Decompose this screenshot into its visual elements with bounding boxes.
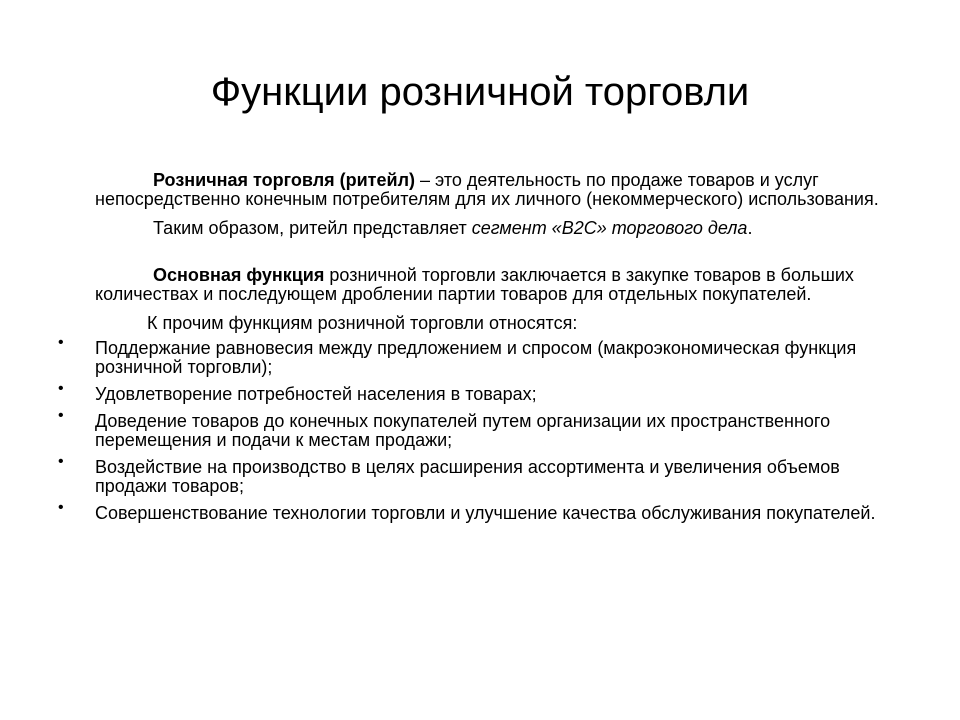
list-item — [58, 453, 905, 496]
slide-title: Функции розничной торговли — [210, 70, 750, 114]
b2c-text: Таким образом, ритейл представляет — [153, 218, 472, 238]
b2c-end: . — [747, 218, 753, 238]
list-item — [58, 407, 905, 450]
other-functions-intro: К прочим функциям розничной торговли относятся: — [147, 313, 578, 333]
main-function-term: Основная функция — [153, 265, 325, 285]
list-item — [58, 499, 905, 523]
bullet-icon: • — [58, 453, 64, 470]
list-item-text: Совершенствование технологии торговли и улучшение качества обслуживания покупателей. — [95, 503, 876, 523]
main-function-text: розничной торговли заключается в закупке товаров в больших количествах и последующем дроблении партии товаров для отдельных покупателей. — [95, 265, 854, 304]
list-item — [58, 334, 905, 377]
functions-list — [58, 334, 905, 523]
list-item-text: Воздействие на производство в целях расширения ассортимента и увеличения объемов продажи товаров; — [95, 457, 840, 496]
list-item-text: Доведение товаров до конечных покупателей путем организации их пространственного перемещения и подачи к местам продажи; — [95, 411, 831, 450]
main-function-paragraph — [95, 266, 905, 304]
b2c-italic: сегмент «B2C» торгового дела — [471, 218, 748, 238]
definition-paragraph — [95, 171, 905, 209]
definition-term: Розничная торговля (ритейл) — [153, 170, 416, 190]
slide-body — [58, 170, 905, 531]
definition-text: – это деятельность по продаже товаров и услуг непосредственно конечным потребителям для их личного (некоммерческого) использования. — [95, 170, 879, 209]
bullet-icon: • — [58, 334, 64, 351]
bullet-icon: • — [58, 499, 64, 516]
bullet-icon: • — [58, 380, 64, 397]
b2c-paragraph — [95, 219, 905, 238]
list-item-text: Поддержание равновесия между предложением и спросом (макроэкономическая функция розничной торговли); — [95, 338, 857, 377]
list-item — [58, 380, 905, 404]
list-item-text: Удовлетворение потребностей населения в товарах; — [95, 384, 537, 404]
bullet-icon: • — [58, 407, 64, 424]
